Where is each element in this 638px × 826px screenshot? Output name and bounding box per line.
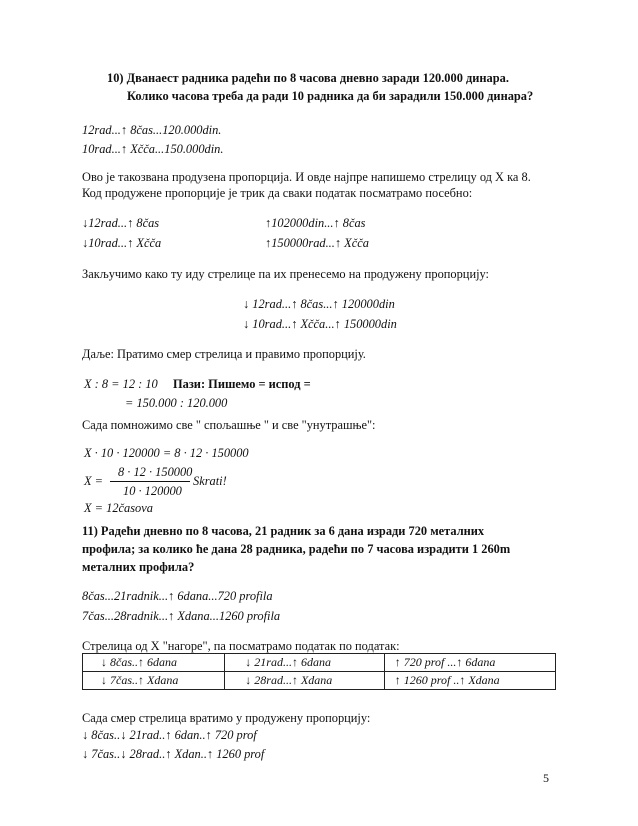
problem11-title-line3: металних профила? — [82, 560, 195, 574]
problem10-pair-right-1: ↑102000din...↑ 8čas — [265, 216, 366, 230]
table-cell: ↓ 7čas..↑ Xdana — [83, 672, 225, 690]
problem11-given-line2: 7čas...28radnik...↑ Xdana...1260 profila — [82, 609, 281, 623]
problem11-ext-line2: ↓ 7čas..↓ 28rad..↑ Xdan..↑ 1260 prof — [82, 747, 265, 761]
table-cell: ↑ 720 prof ...↑ 6dana — [384, 654, 555, 672]
problem10-pair-left-1: ↓12rad...↑ 8čas — [82, 216, 160, 230]
problem10-pair-right-2: ↑150000rad...↑ Xčča — [265, 236, 369, 250]
problem10-calc-x-eq: X = — [84, 474, 104, 488]
table-row — [83, 654, 556, 672]
problem11-text1: Стрелица од X "нагоре", па посматрамо податак по податак: — [82, 639, 400, 653]
problem10-prop-note: Пази: Пишемо = испод = — [173, 377, 311, 391]
problem10-title-line2: Колико часова треба да ради 10 радника да би зарадили 150.000 динара? — [127, 89, 534, 103]
problem10-text1: Ово је такозвана продузена пропорција. И овде најпре напишемо стрелицу од X ка 8. — [82, 170, 531, 184]
problem10-calc-skrati: Skrati! — [193, 474, 227, 488]
problem10-calc-result: X = 12časova — [84, 501, 153, 515]
problem10-text4: Даље: Пратимо смер стрелица и правимо пропорцију. — [82, 347, 366, 361]
problem10-given-line1: 12rad...↑ 8čas...120.000din. — [82, 123, 222, 137]
fraction-bar — [110, 481, 190, 482]
problem10-text5: Сада помножимо све " спољашње " и све "унутрашње": — [82, 418, 376, 432]
table-row — [83, 672, 556, 690]
problem10-prop-line1: X : 8 = 12 : 10 — [84, 377, 158, 391]
problem11-given-line1: 8čas...21radnik...↑ 6dana...720 profila — [82, 589, 273, 603]
problem11-text2: Сада смер стрелица вратимо у продужену пропорцију: — [82, 711, 371, 725]
problem11-title-line2: профила; за колико ће дана 28 радника, радећи по 7 часова израдити 1 260m — [82, 542, 511, 556]
problem10-text3: Закључимо како ту иду стрелице па их пренесемо на продужену пропорцију: — [82, 267, 489, 281]
problem10-ext-line2: ↓ 10rad...↑ Xčča...↑ 150000din — [243, 317, 397, 331]
page-number: 5 — [543, 771, 549, 785]
table-cell: ↑ 1260 prof ..↑ Xdana — [384, 672, 555, 690]
problem10-text2: Код продужене пропорције је трик да сваки податак посматрамо посебно: — [82, 186, 473, 200]
arrow-comparison-table — [82, 653, 556, 690]
table-cell: ↓ 21rad...↑ 6dana — [225, 654, 385, 672]
problem10-ext-line1: ↓ 12rad...↑ 8čas...↑ 120000din — [243, 297, 395, 311]
problem10-calc-denominator: 10 · 120000 — [123, 484, 182, 498]
problem10-prop-line2: = 150.000 : 120.000 — [125, 396, 228, 410]
problem10-title-line1: 10) Дванаест радника радећи по 8 часова дневно заради 120.000 динара. — [107, 71, 509, 85]
problem11-ext-line1: ↓ 8čas..↓ 21rad..↑ 6dan..↑ 720 prof — [82, 728, 257, 742]
problem10-pair-left-2: ↓10rad...↑ Xčča — [82, 236, 162, 250]
problem10-calc-numerator: 8 · 12 · 150000 — [118, 465, 193, 479]
table-cell: ↓ 28rad...↑ Xdana — [225, 672, 385, 690]
problem11-title-line1: 11) Радећи дневно по 8 часова, 21 радник за 6 дана изради 720 металних — [82, 524, 485, 538]
problem10-calc-line1: X · 10 · 120000 = 8 · 12 · 150000 — [84, 446, 249, 460]
problem10-given-line2: 10rad...↑ Xčča...150.000din. — [82, 142, 224, 156]
table-cell: ↓ 8čas..↑ 6dana — [83, 654, 225, 672]
